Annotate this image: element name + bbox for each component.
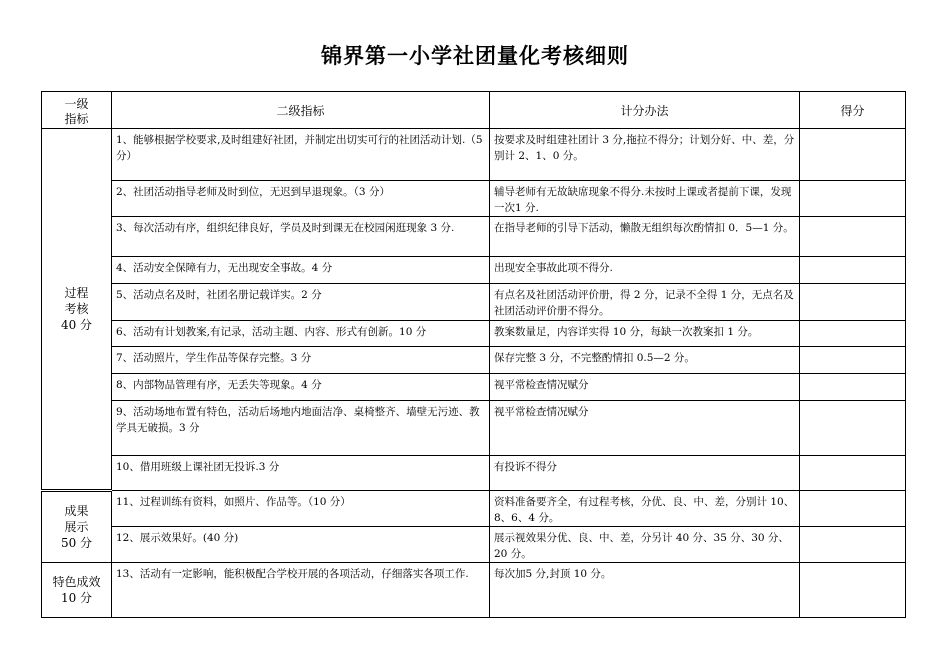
method-cell: 在指导老师的引导下活动，懒散无组织每次酌情扣 0．5—1 分。 <box>490 217 800 257</box>
assessment-table <box>41 91 906 618</box>
score-cell[interactable] <box>800 321 906 347</box>
score-cell[interactable] <box>800 401 906 456</box>
score-cell[interactable] <box>800 129 906 181</box>
item-cell: 1、能够根据学校要求,及时组建好社团，并制定出切实可行的社团活动计划.（5 分） <box>112 129 490 181</box>
table-row <box>42 217 906 257</box>
item-cell: 5、活动点名及时，社团名册记载详实。2 分 <box>112 284 490 321</box>
item-cell: 6、活动有计划教案,有记录，活动主题、内容、形式有创新。10 分 <box>112 321 490 347</box>
table-row <box>42 491 906 527</box>
header-level1: 一级 指标 <box>42 92 112 129</box>
item-cell: 9、活动场地布置有特色，活动后场地内地面洁净、桌椅整齐、墙壁无污迹、教学具无破损。3 分 <box>112 401 490 456</box>
table-row <box>42 456 906 491</box>
table-row <box>42 374 906 401</box>
score-cell[interactable] <box>800 563 906 618</box>
score-cell[interactable] <box>800 347 906 374</box>
method-cell: 有点名及社团活动评价册，得 2 分，记录不全得 1 分，无点名及社团活动评价册不得分。 <box>490 284 800 321</box>
method-cell: 视平常检查情况赋分 <box>490 374 800 401</box>
score-cell[interactable] <box>800 491 906 527</box>
method-cell: 视平常检查情况赋分 <box>490 401 800 456</box>
item-cell: 8、内部物品管理有序，无丢失等现象。4 分 <box>112 374 490 401</box>
category-result: 成果 展示 50 分 <box>42 491 112 563</box>
item-cell: 13、活动有一定影响，能积极配合学校开展的各项活动，仔细落实各项工作. <box>112 563 490 618</box>
method-cell: 按要求及时组建社团计 3 分,拖拉不得分；计划分好、中、差，分别计 2、1、0 分。 <box>490 129 800 181</box>
method-cell: 出现安全事故此项不得分. <box>490 257 800 284</box>
score-cell[interactable] <box>800 181 906 217</box>
item-cell: 3、每次活动有序，组织纪律良好，学员及时到课无在校园闲逛现象 3 分. <box>112 217 490 257</box>
item-cell: 2、社团活动指导老师及时到位，无迟到早退现象。（3 分） <box>112 181 490 217</box>
method-cell: 教案数量足，内容详实得 10 分，每缺一次教案扣 1 分。 <box>490 321 800 347</box>
score-cell[interactable] <box>800 374 906 401</box>
table-row <box>42 321 906 347</box>
score-cell[interactable] <box>800 257 906 284</box>
table-row <box>42 401 906 456</box>
table-row <box>42 347 906 374</box>
method-cell: 保存完整 3 分，不完整酌情扣 0.5—2 分。 <box>490 347 800 374</box>
table-row <box>42 129 906 181</box>
score-cell[interactable] <box>800 527 906 563</box>
header-level2: 二级指标 <box>112 92 490 129</box>
item-cell: 4、活动安全保障有力，无出现安全事故。4 分 <box>112 257 490 284</box>
table-row <box>42 257 906 284</box>
item-cell: 7、活动照片，学生作品等保存完整。3 分 <box>112 347 490 374</box>
item-cell: 11、过程训练有资料，如照片、作品等。（10 分） <box>112 491 490 527</box>
header-row <box>42 92 906 129</box>
method-cell: 每次加5 分,封顶 10 分。 <box>490 563 800 618</box>
method-cell: 有投诉不得分 <box>490 456 800 491</box>
table-row <box>42 181 906 217</box>
score-cell[interactable] <box>800 456 906 491</box>
method-cell: 辅导老师有无故缺席现象不得分.未按时上课或者提前下课，发现一次1 分. <box>490 181 800 217</box>
table-row <box>42 563 906 618</box>
table-row <box>42 284 906 321</box>
score-cell[interactable] <box>800 284 906 321</box>
method-cell: 资料准备要齐全，有过程考核，分优、良、中、差，分别计 10、8、6、4 分。 <box>490 491 800 527</box>
item-cell: 10、借用班级上课社团无投诉.3 分 <box>112 456 490 491</box>
score-cell[interactable] <box>800 217 906 257</box>
category-special: 特色成效 10 分 <box>42 563 112 618</box>
table-row <box>42 527 906 563</box>
category-process: 过程 考核 40 分 <box>42 129 112 491</box>
method-cell: 展示视效果分优、良、中、差，分另计 40 分、35 分、30 分、20 分。 <box>490 527 800 563</box>
header-method: 计分办法 <box>490 92 800 129</box>
item-cell: 12、展示效果好。(40 分) <box>112 527 490 563</box>
header-score: 得分 <box>800 92 906 129</box>
page-title: 锦界第一小学社团量化考核细则 <box>321 44 629 68</box>
